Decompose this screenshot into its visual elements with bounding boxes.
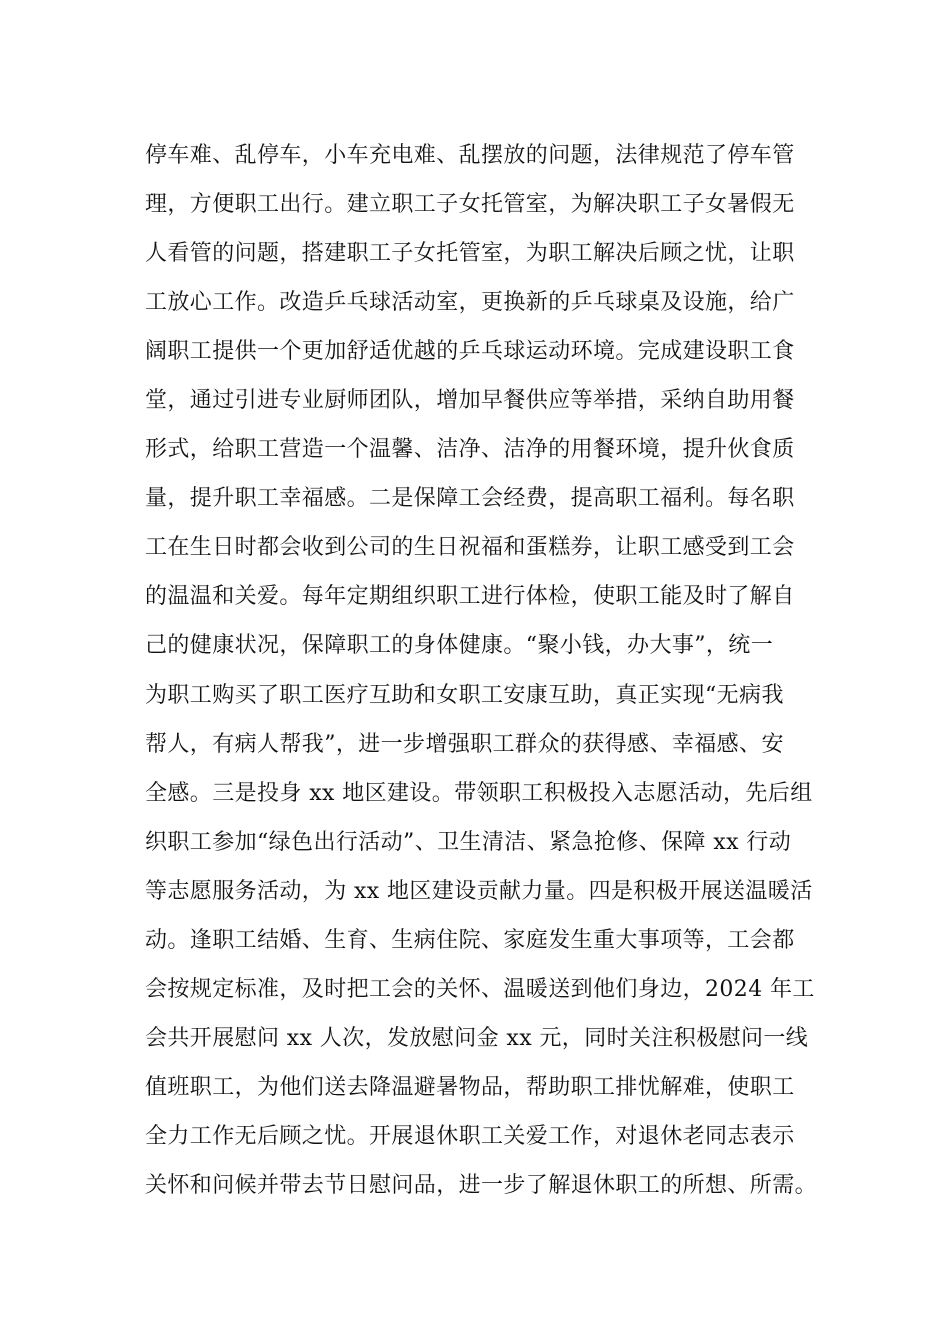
text-line: 会按规定标准，及时把工会的关怀、温暖送到他们身边，2024 年工 [145,976,815,1002]
text-line: 的温温和关爱。每年定期组织职工进行体检，使职工能及时了解自 [145,584,795,610]
text-line: 阔职工提供一个更加舒适优越的乒乓球运动环境。完成建设职工食 [145,339,795,365]
text-line: 工放心工作。改造乒乓球活动室，更换新的乒乓球桌及设施，给广 [145,290,795,316]
body-paragraph [145,131,845,1210]
text-line: 织职工参加“绿色出行活动”、卫生清洁、紧急抢修、保障 xx 行动 [145,829,792,855]
text-line: 全力工作无后顾之忧。开展退休职工关爱工作，对退休老同志表示 [145,1123,795,1149]
text-line: 理，方便职工出行。建立职工子女托管室，为解决职工子女暑假无 [145,192,795,218]
text-line: 量，提升职工幸福感。二是保障工会经费，提高职工福利。每名职 [145,486,795,512]
text-line: 堂，通过引进专业厨师团队，增加早餐供应等举措，采纳自助用餐 [145,388,795,414]
text-line: 工在生日时都会收到公司的生日祝福和蛋糕券，让职工感受到工会 [145,535,795,561]
text-line: 人看管的问题，搭建职工子女托管室，为职工解决后顾之忧，让职 [145,241,795,267]
text-line: 关怀和问候并带去节日慰问品，进一步了解退休职工的所想、所需。 [145,1172,818,1198]
text-line: 等志愿服务活动，为 xx 地区建设贡献力量。四是积极开展送温暖活 [145,878,813,904]
text-line: 停车难、乱停车，小车充电难、乱摆放的问题，法律规范了停车管 [145,143,795,168]
text-line: 形式，给职工营造一个温馨、洁净、洁净的用餐环境，提升伙食质 [145,437,795,463]
text-line: 己的健康状况，保障职工的身体健康。“聚小钱，办大事”，统一 [145,633,774,659]
text-line: 全感。三是投身 xx 地区建设。带领职工积极投入志愿活动，先后组 [145,780,813,806]
text-line: 帮人，有病人帮我”，进一步增强职工群众的获得感、幸福感、安 [145,731,784,757]
text-line: 会共开展慰问 xx 人次，发放慰问金 xx 元，同时关注积极慰问一线 [145,1025,809,1051]
text-line: 动。逢职工结婚、生育、生病住院、家庭发生重大事项等，工会都 [145,927,795,953]
text-line: 值班职工，为他们送去降温避暑物品，帮助职工排忧解难，使职工 [145,1074,795,1100]
text-line: 为职工购买了职工医疗互助和女职工安康互助，真正实现“无病我 [145,682,784,708]
